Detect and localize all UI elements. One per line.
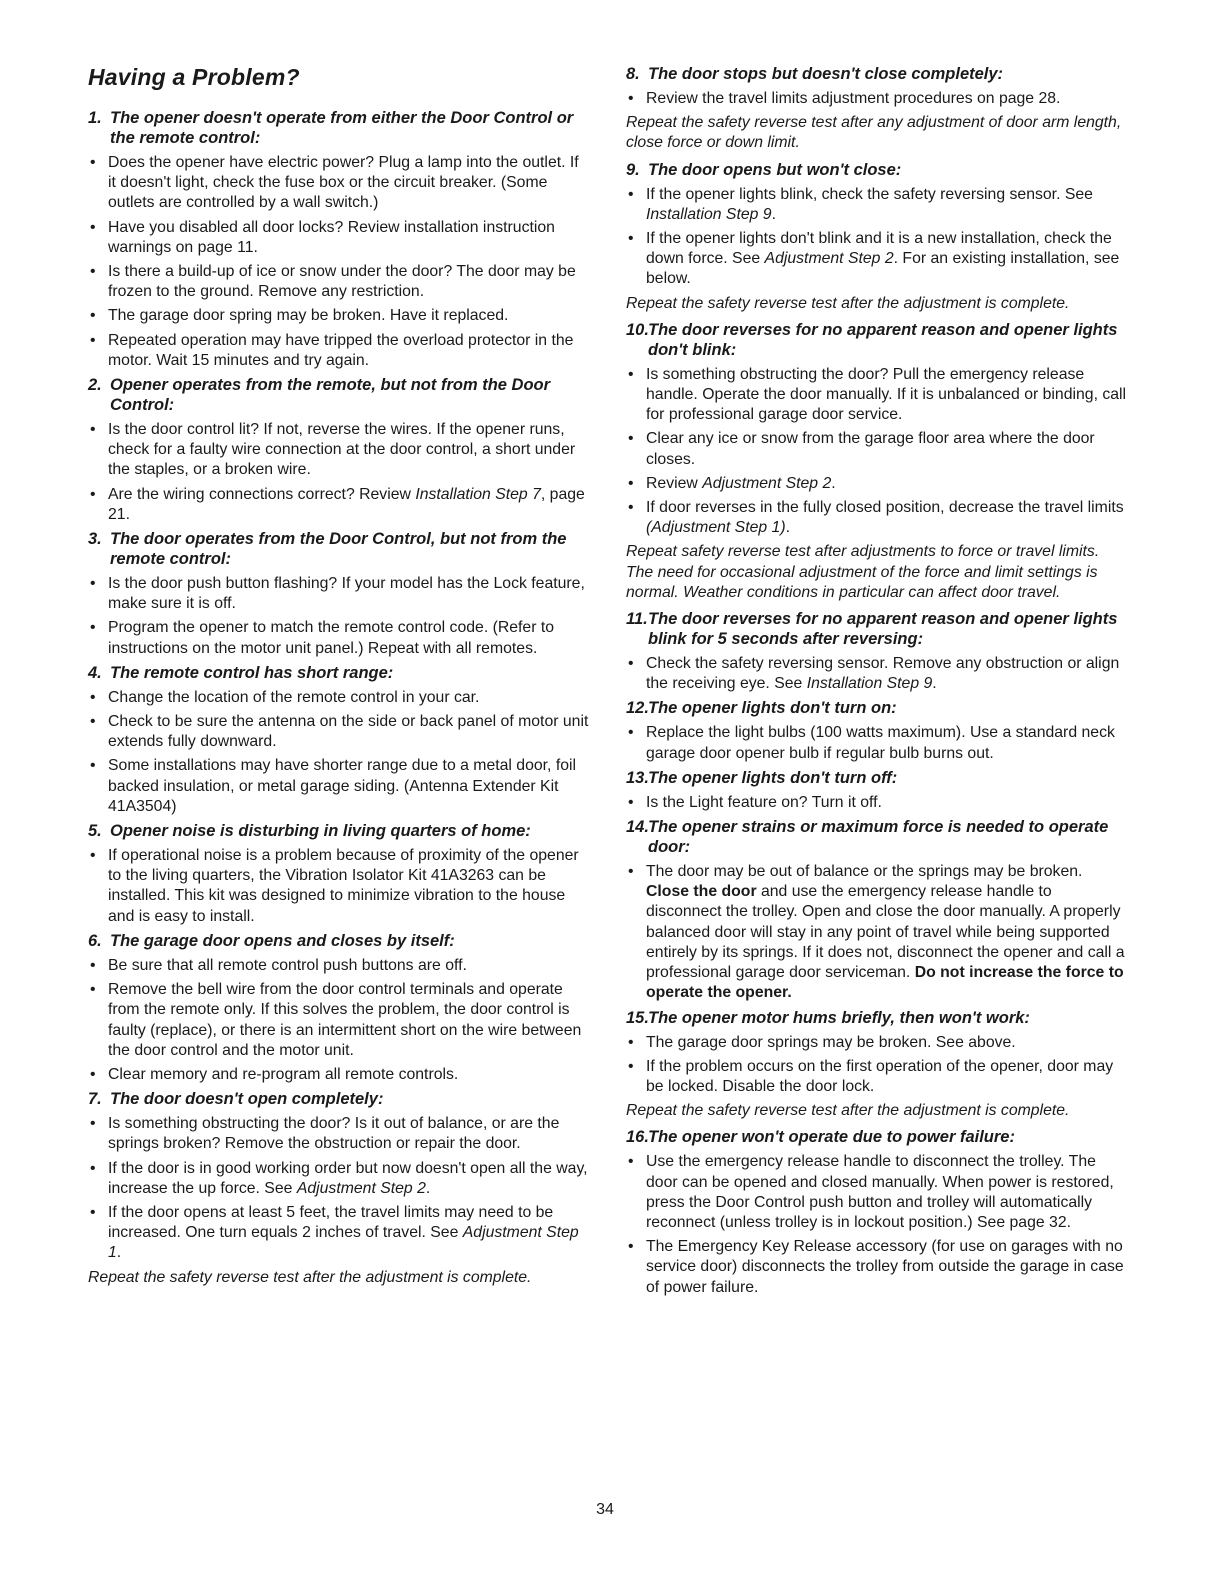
item-text: Review the travel limits adjustment procedures on page 28.: [646, 90, 1061, 107]
list-item: [88, 618, 590, 658]
section-heading: [88, 821, 590, 841]
item-text: Is the door control lit? If not, reverse the wires. If the opener runs, check for a faulty wire connection at the door control, a short under the staples, or a broken wire.: [108, 421, 576, 479]
troubleshooting-section: [88, 108, 590, 371]
bullet-list: [626, 723, 1128, 763]
troubleshooting-section: [626, 768, 1128, 813]
section-number: 13.: [626, 768, 649, 787]
section-heading-text: The door stops but doesn't close completely:: [648, 65, 1004, 83]
section-heading-text: The garage door opens and closes by itself:: [110, 931, 455, 950]
item-text: Change the location of the remote control in your car.: [108, 688, 480, 706]
list-item: [88, 1159, 590, 1199]
section-heading-text: The opener won't operate due to power failure:: [648, 1128, 1015, 1147]
item-text: Repeated operation may have tripped the overload protector in the motor. Wait 15 minutes and try again.: [108, 331, 574, 369]
item-text: The garage door springs may be broken. See above.: [646, 1033, 1016, 1051]
section-heading-text: The opener doesn't operate from either the Door Control or the remote control:: [110, 109, 574, 147]
reference-text: Adjustment Step 1: [108, 1224, 579, 1262]
bullet-icon: •: [628, 474, 634, 492]
bullet-icon: •: [90, 956, 96, 974]
item-text: Is something obstructing the door? Pull the emergency release handle. Operate the door manually. If it is unbalanced or binding, call for professional garage door service.: [646, 365, 1127, 424]
page-number: 34: [596, 1501, 614, 1518]
list-item: [88, 331, 590, 371]
section-heading: [88, 375, 590, 415]
reference-text: Installation Step 9: [806, 675, 933, 693]
bullet-icon: •: [90, 847, 96, 865]
troubleshooting-section: [88, 1089, 590, 1288]
list-item: [626, 229, 1128, 290]
section-number: 2.: [88, 376, 102, 395]
troubleshooting-section: [626, 698, 1128, 763]
bullet-icon: •: [90, 218, 96, 236]
list-item: [88, 956, 590, 976]
section-number: 5.: [88, 822, 102, 841]
list-item: [88, 218, 590, 258]
bullet-list: [626, 89, 1128, 109]
list-item: [626, 654, 1128, 694]
list-item: [88, 485, 590, 525]
emphasis-text: Do not increase the force to operate the opener.: [646, 964, 1124, 1002]
section-heading-text: The door opens but won't close:: [648, 160, 902, 179]
item-text: Clear memory and re-program all remote controls.: [108, 1065, 459, 1083]
right-column: [626, 64, 1128, 1302]
bullet-icon: •: [90, 154, 96, 171]
troubleshooting-section: [88, 663, 590, 817]
bullet-icon: •: [628, 1238, 634, 1256]
section-heading: [88, 108, 590, 148]
troubleshooting-section: [626, 160, 1128, 314]
bullet-list: [88, 688, 590, 817]
bullet-icon: •: [628, 1033, 634, 1051]
list-item: [626, 862, 1128, 1003]
troubleshooting-section: [626, 64, 1128, 154]
item-text: Does the opener have electric power? Plug a lamp into the outlet. If it doesn't light, check the fuse box or the circuit breaker. (Some outlets are controlled by a wall switch.): [108, 154, 579, 212]
bullet-list: [626, 185, 1128, 290]
item-text: Program the opener to match the remote control code. (Refer to instructions on the motor unit panel.) Repeat with all remotes.: [108, 619, 555, 657]
list-item: [88, 756, 590, 817]
item-text: Is there a build-up of ice or snow under the door? The door may be frozen to the ground. Remove any restriction.: [108, 263, 576, 301]
bullet-list: [626, 793, 1128, 813]
reference-text: Adjustment Step 2: [764, 250, 894, 268]
reference-text: Installation Step 9: [646, 205, 772, 223]
section-number: 10.: [626, 320, 649, 339]
item-text: Check to be sure the antenna on the side or back panel of motor unit extends fully downward.: [108, 713, 589, 751]
bullet-icon: •: [90, 1159, 96, 1177]
section-heading: [88, 931, 590, 951]
list-item: [88, 846, 590, 927]
list-item: [626, 723, 1128, 763]
item-text: Use the emergency release handle to disconnect the trolley. The door can be opened and closed manually. When power is restored, press the Door Control push button and trolley will automatically reconnect (unless trolley is in lockout position.) See page 32.: [646, 1153, 1114, 1231]
section-number: 11.: [626, 610, 648, 629]
list-item: [88, 980, 590, 1061]
page-title: Having a Problem?: [88, 64, 300, 90]
bullet-list: [88, 420, 590, 525]
bullet-icon: •: [628, 90, 634, 107]
list-item: [626, 89, 1128, 109]
bullet-icon: •: [628, 499, 634, 517]
safety-note: Repeat the safety reverse test after the adjustment is complete.: [88, 1268, 532, 1286]
bullet-list: [88, 153, 590, 371]
item-text: .: [116, 1244, 122, 1262]
safety-note: Repeat the safety reverse test after any adjustment of door arm length, close force or down limit.: [626, 114, 1122, 152]
item-text: The door may be out of balance or the springs may be broken.: [646, 863, 1083, 881]
bullet-icon: •: [90, 757, 96, 775]
bullet-list: [626, 365, 1128, 539]
bullet-icon: •: [90, 331, 96, 349]
section-heading: [88, 1089, 590, 1109]
bullet-icon: •: [90, 421, 96, 439]
section-heading: [626, 64, 1128, 84]
list-item: [626, 365, 1128, 426]
item-text: Review: [646, 474, 703, 492]
list-item: [88, 574, 590, 614]
item-text: .: [932, 675, 937, 693]
list-item: [626, 1033, 1128, 1053]
safety-note: Repeat the safety reverse test after the adjustment is complete.: [626, 294, 1070, 312]
section-heading: [626, 609, 1128, 649]
section-heading-text: The door reverses for no apparent reason and opener lights blink for 5 seconds after reversing:: [648, 610, 1118, 649]
troubleshooting-section: [88, 931, 590, 1085]
section-heading: [626, 698, 1128, 718]
troubleshooting-section: [88, 821, 590, 927]
section-number: 3.: [88, 530, 102, 549]
bullet-list: [88, 846, 590, 927]
bullet-list: [626, 1152, 1128, 1297]
bullet-icon: •: [628, 1153, 634, 1171]
list-item: [626, 1057, 1128, 1097]
section-heading-text: Opener operates from the remote, but not from the Door Control:: [110, 376, 551, 415]
bullet-icon: •: [90, 485, 96, 503]
item-text: If the opener lights blink, check the safety reversing sensor. See: [646, 185, 1093, 203]
item-text: Be sure that all remote control push buttons are off.: [108, 956, 467, 974]
item-text: If the door is in good working order but now doesn't open all the way, increase the up force. See: [108, 1159, 588, 1197]
bullet-icon: •: [628, 863, 634, 881]
bullet-icon: •: [628, 724, 634, 742]
section-heading-text: Opener noise is disturbing in living quarters of home:: [110, 822, 531, 841]
bullet-list: [88, 956, 590, 1085]
item-text: Is something obstructing the door? Is it out of balance, or are the springs broken? Remove the obstruction or repair the door.: [108, 1115, 560, 1153]
bullet-list: [626, 654, 1128, 694]
item-text: If the door opens at least 5 feet, the travel limits may need to be increased. One turn equals 2 inches of travel. See: [108, 1203, 554, 1242]
list-item: [88, 1203, 590, 1264]
item-text: , page 21.: [108, 485, 585, 523]
list-item: [626, 1152, 1128, 1233]
item-text: Is the Light feature on? Turn it off.: [646, 793, 882, 811]
section-heading: [626, 1127, 1128, 1147]
item-text: Have you disabled all door locks? Review installation instruction warnings on page 11.: [108, 218, 555, 256]
section-heading: [88, 663, 590, 683]
list-item: [88, 153, 590, 214]
left-column: [88, 108, 590, 1294]
item-text: Some installations may have shorter range due to a metal door, foil backed insulation, or metal garage siding. (Antenna Extender Kit 41A3504): [108, 757, 577, 815]
item-text: Are the wiring connections correct? Review: [108, 485, 416, 503]
list-item: [626, 1237, 1128, 1298]
bullet-icon: •: [628, 793, 634, 811]
section-heading-text: The door reverses for no apparent reason and opener lights don't blink:: [648, 320, 1118, 359]
safety-note: Repeat safety reverse test after adjustments to force or travel limits. The need for occasional adjustment of the force and limit settings is normal. Weather conditions in particular can affect door travel.: [626, 543, 1100, 601]
section-number: 9.: [626, 160, 640, 179]
bullet-icon: •: [628, 430, 634, 448]
section-number: 12.: [626, 699, 649, 718]
section-heading: [626, 817, 1128, 857]
section-heading-text: The opener lights don't turn on:: [648, 699, 897, 718]
bullet-icon: •: [628, 365, 634, 383]
item-text: .: [785, 519, 790, 537]
list-item: [88, 1114, 590, 1154]
section-heading-text: The door operates from the Door Control, but not from the remote control:: [110, 530, 567, 569]
troubleshooting-section: [88, 529, 590, 659]
bullet-icon: •: [628, 655, 634, 673]
section-number: 14.: [626, 818, 649, 837]
bullet-icon: •: [628, 230, 634, 248]
list-item: [88, 1065, 590, 1085]
list-item: [626, 498, 1128, 538]
section-number: 8.: [626, 65, 640, 83]
item-text: and use the emergency release handle to disconnect the trolley. Open and close the door manually. A properly balanced door will stay in any point of travel while being supported entirely by its springs. If it does not, disconnect the opener and call a professional garage door serviceman.: [646, 883, 1125, 982]
troubleshooting-section: [88, 375, 590, 525]
item-text: . For an existing installation, see below.: [646, 250, 1120, 288]
section-heading-text: The door doesn't open completely:: [110, 1090, 384, 1109]
section-heading-text: The opener motor hums briefly, then won't work:: [648, 1008, 1030, 1027]
list-item: [626, 429, 1128, 469]
list-item: [626, 474, 1128, 494]
section-number: 15.: [626, 1008, 649, 1027]
section-number: 16.: [626, 1128, 649, 1147]
item-text: .: [831, 474, 836, 492]
list-item: [88, 712, 590, 752]
item-text: The Emergency Key Release accessory (for use on garages with no service door) disconnects the trolley from outside the garage in case of power failure.: [646, 1238, 1124, 1296]
emphasis-text: Close the door: [646, 883, 757, 901]
reference-text: Installation Step 7: [415, 485, 541, 503]
bullet-icon: •: [628, 185, 634, 203]
item-text: Check the safety reversing sensor. Remove any obstruction or align the receiving eye. See: [646, 655, 1120, 693]
item-text: If the problem occurs on the first operation of the opener, door may be locked. Disable the door lock.: [646, 1057, 1114, 1095]
item-text: .: [425, 1179, 431, 1197]
bullet-icon: •: [628, 1057, 634, 1075]
list-item: [88, 420, 590, 481]
list-item: [88, 262, 590, 302]
item-text: Clear any ice or snow from the garage floor area where the door closes.: [646, 430, 1095, 468]
section-number: 6.: [88, 931, 102, 950]
reference-text: (Adjustment Step 1): [646, 519, 786, 537]
list-item: [626, 185, 1128, 225]
section-heading: [626, 160, 1128, 180]
section-heading: [626, 320, 1128, 360]
item-text: The garage door spring may be broken. Have it replaced.: [108, 307, 509, 325]
item-text: Remove the bell wire from the door control terminals and operate from the remote only. If this solves the problem, the door control is faulty (replace), or there is an intermittent short on the wire between the door control and the motor unit.: [108, 981, 582, 1059]
bullet-icon: •: [90, 688, 96, 706]
bullet-list: [88, 574, 590, 659]
section-heading-text: The remote control has short range:: [110, 663, 394, 682]
section-heading-text: The opener strains or maximum force is needed to operate door:: [648, 818, 1109, 857]
bullet-icon: •: [90, 713, 96, 731]
section-heading-text: The opener lights don't turn off:: [648, 768, 898, 787]
troubleshooting-section: [626, 1127, 1128, 1297]
section-number: 7.: [88, 1090, 102, 1109]
section-number: 4.: [88, 663, 102, 682]
bullet-icon: •: [90, 575, 96, 593]
item-text: If operational noise is a problem because of proximity of the opener to the living quarters, the Vibration Isolator Kit 41A3263 can be installed. This kit was designed to minimize vibration to the house and is easy to install.: [108, 847, 579, 925]
reference-text: Adjustment Step 2: [296, 1179, 426, 1197]
bullet-list: [626, 862, 1128, 1003]
section-heading: [88, 529, 590, 569]
list-item: [88, 306, 590, 326]
bullet-icon: •: [90, 1203, 96, 1221]
bullet-list: [626, 1033, 1128, 1098]
troubleshooting-section: [626, 609, 1128, 694]
section-heading: [626, 768, 1128, 788]
troubleshooting-section: [626, 320, 1128, 603]
item-text: Replace the light bulbs (100 watts maximum). Use a standard neck garage door opener bulb if regular bulb burns out.: [646, 724, 1115, 762]
troubleshooting-section: [626, 817, 1128, 1003]
section-heading: [626, 1008, 1128, 1028]
item-text: .: [771, 205, 776, 223]
list-item: [626, 793, 1128, 813]
list-item: [88, 688, 590, 708]
section-number: 1.: [88, 109, 102, 127]
bullet-icon: •: [90, 263, 96, 281]
safety-note: Repeat the safety reverse test after the adjustment is complete.: [626, 1102, 1070, 1120]
bullet-icon: •: [90, 307, 96, 325]
bullet-icon: •: [90, 619, 96, 637]
item-text: Is the door push button flashing? If your model has the Lock feature, make sure it is off.: [108, 575, 585, 613]
bullet-icon: •: [90, 1115, 96, 1133]
item-text: If door reverses in the fully closed position, decrease the travel limits: [646, 499, 1124, 517]
bullet-icon: •: [90, 1065, 96, 1083]
bullet-icon: •: [90, 981, 96, 999]
troubleshooting-section: [626, 1008, 1128, 1122]
item-text: If the opener lights don't blink and it is a new installation, check the down force. See: [646, 230, 1112, 268]
reference-text: Adjustment Step 2: [702, 474, 832, 492]
bullet-list: [88, 1114, 590, 1263]
